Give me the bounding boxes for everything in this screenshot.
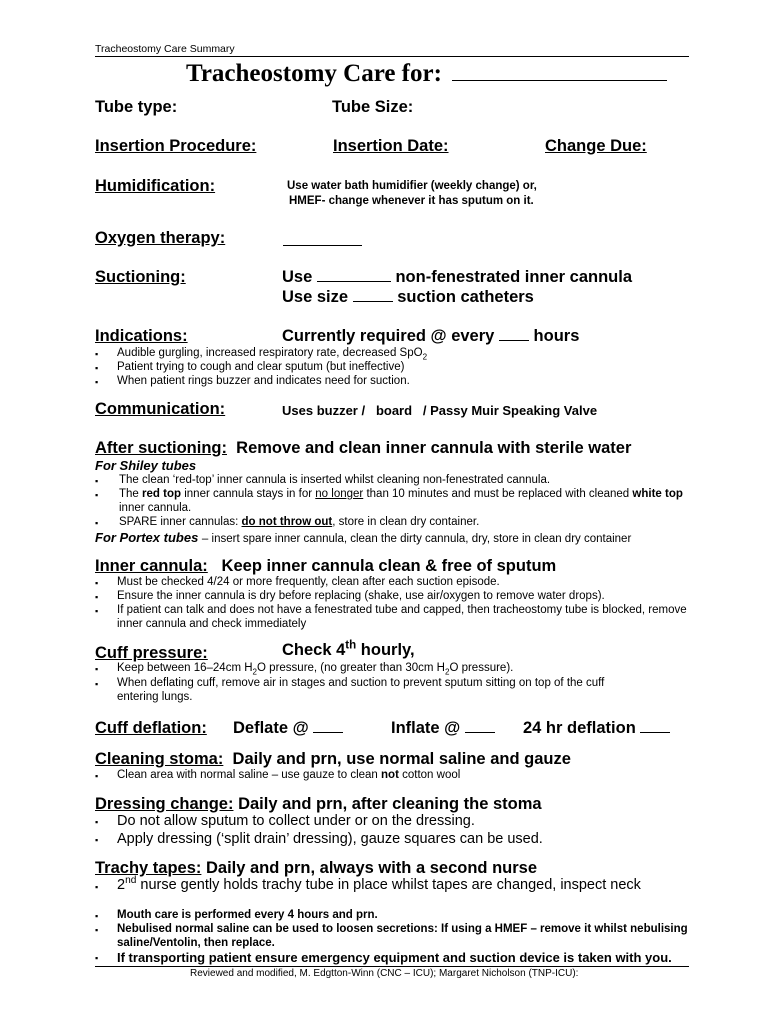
tube-size-label: Tube Size: [332, 98, 414, 116]
communication-label: Communication: [95, 400, 226, 418]
suctioning-label: Suctioning: [95, 268, 186, 286]
humidification-line2: HMEF- change whenever it has sputum on it. [289, 195, 534, 207]
bullet: ▪ [95, 679, 99, 689]
deflation-24hr-blank[interactable] [640, 732, 670, 733]
shiley-item-1: The clean ‘red-top’ inner cannula is inserted whilst cleaning non-fenestrated cannula. [119, 474, 551, 486]
final-item-1: Mouth care is performed every 4 hours and prn. [117, 909, 378, 921]
cuff-pressure-label: Cuff pressure: [95, 644, 208, 662]
trachy-tapes-item-1: 2nd nurse gently holds trachy tube in place whilst tapes are changed, inspect neck [117, 875, 641, 893]
deflate-field: Deflate @ [233, 719, 343, 738]
cuff-deflation-label: Cuff deflation: [95, 719, 207, 737]
bullet: ▪ [95, 363, 99, 373]
indications-frequency: Currently required @ every hours [282, 327, 580, 345]
change-due-label: Change Due: [545, 137, 647, 155]
bullet: ▪ [95, 592, 99, 602]
shiley-item-2: The red top inner cannula stays in for no longer than 10 minutes and must be replaced with cleaned white top [119, 488, 683, 500]
tube-type-label: Tube type: [95, 98, 178, 116]
inner-cannula-item-2: Ensure the inner cannula is dry before replacing (shake, use air/oxygen to remove water drops). [117, 590, 605, 602]
bullet: ▪ [95, 476, 99, 486]
communication-options: Uses buzzer / board / Passy Muir Speaking Valve [282, 403, 598, 418]
deflation-24hr-field: 24 hr deflation [523, 719, 670, 738]
dressing-item-2: Apply dressing (‘split drain’ dressing), gauze squares can be used. [117, 831, 543, 847]
bullet: ▪ [95, 377, 99, 387]
cuff-pressure-check: Check 4th hourly, [282, 639, 415, 659]
after-suctioning-heading: After suctioning: Remove and clean inner cannula with sterile water [95, 439, 632, 457]
insertion-procedure-label: Insertion Procedure: [95, 137, 257, 155]
suctioning-line1: Use non-fenestrated inner cannula [282, 268, 633, 286]
suctioning-line2: Use size suction catheters [282, 288, 534, 306]
bullet: ▪ [95, 664, 99, 674]
bullet: ▪ [95, 925, 99, 935]
page-title: Tracheostomy Care for: [186, 60, 667, 88]
oxygen-therapy-label: Oxygen therapy: [95, 229, 226, 247]
bullet: ▪ [95, 518, 99, 528]
shiley-item-2-cont: inner cannula. [119, 502, 192, 514]
final-item-2-cont: saline/Ventolin, then replace. [117, 937, 275, 949]
final-item-3: If transporting patient ensure emergency equipment and suction device is taken with you. [117, 950, 672, 965]
deflate-blank[interactable] [313, 732, 343, 733]
bullet: ▪ [95, 490, 99, 500]
cleaning-stoma-item-1: Clean area with normal saline – use gauze to clean not cotton wool [117, 769, 461, 781]
inner-cannula-item-1: Must be checked 4/24 or more frequently, clean after each suction episode. [117, 576, 500, 588]
humidification-line1: Use water bath humidifier (weekly change) or, [287, 180, 537, 192]
cuff-pressure-item-1: Keep between 16–24cm $H_2O$ pressure, (no greater than 30cm $H_2O$ pressure). [117, 662, 514, 677]
footer-rule [95, 966, 689, 967]
humidification-label: Humidification: [95, 177, 216, 195]
bullet: ▪ [95, 835, 99, 845]
bullet: ▪ [95, 578, 99, 588]
trachy-tapes-heading: Trachy tapes: Daily and prn, always with a second nurse [95, 859, 537, 877]
insertion-date-label: Insertion Date: [333, 137, 449, 155]
cleaning-stoma-heading: Cleaning stoma: Daily and prn, use normal saline and gauze [95, 750, 571, 768]
inner-cannula-item-3: If patient can talk and does not have a fenestrated tube and capped, then tracheostomy tube is blocked, remove [117, 604, 687, 616]
indication-item-1: Audible gurgling, increased respiratory rate, decreased SpO$_2$ [117, 347, 428, 362]
bullet: ▪ [95, 953, 99, 963]
oxygen-blank[interactable] [283, 245, 362, 246]
shiley-subheading: For Shiley tubes [95, 458, 197, 473]
cuff-pressure-item-2: When deflating cuff, remove air in stages and suction to prevent sputum sitting on top of the cuff [117, 677, 605, 689]
inner-cannula-heading: Inner cannula: Keep inner cannula clean & free of sputum [95, 557, 557, 575]
dressing-change-heading: Dressing change: Daily and prn, after cleaning the stoma [95, 795, 542, 813]
frequency-blank[interactable] [499, 340, 529, 341]
footer-credit: Reviewed and modified, M. Edgtton-Winn (CNC – ICU); Margaret Nicholson (TNP-ICU): [190, 968, 579, 979]
catheter-size-blank[interactable] [353, 301, 393, 302]
inflate-blank[interactable] [465, 732, 495, 733]
portex-line: For Portex tubes – insert spare inner cannula, clean the dirty cannula, dry, store in clean dry container [95, 530, 632, 545]
dressing-item-1: Do not allow sputum to collect under or on the dressing. [117, 813, 475, 829]
bullet: ▪ [95, 349, 99, 359]
indication-item-3: When patient rings buzzer and indicates need for suction. [117, 375, 410, 387]
bullet: ▪ [95, 817, 99, 827]
inner-cannula-item-3-cont: inner cannula and check immediately [117, 618, 307, 630]
running-title: Tracheostomy Care Summary [95, 43, 235, 55]
header-rule [95, 56, 689, 57]
bullet: ▪ [95, 606, 99, 616]
cuff-pressure-item-2-cont: entering lungs. [117, 691, 193, 703]
final-item-2: Nebulised normal saline can be used to loosen secretions: If using a HMEF – remove it whilst nebulising [117, 923, 688, 935]
bullet: ▪ [95, 771, 99, 781]
shiley-item-3: SPARE inner cannulas: do not throw out, store in clean dry container. [119, 516, 480, 528]
bullet: ▪ [95, 882, 99, 892]
indication-item-2: Patient trying to cough and clear sputum (but ineffective) [117, 361, 405, 373]
inflate-field: Inflate @ [391, 719, 495, 738]
suction-size-blank[interactable] [317, 281, 391, 282]
patient-name-blank[interactable] [452, 60, 667, 81]
indications-label: Indications: [95, 327, 188, 345]
bullet: ▪ [95, 911, 99, 921]
